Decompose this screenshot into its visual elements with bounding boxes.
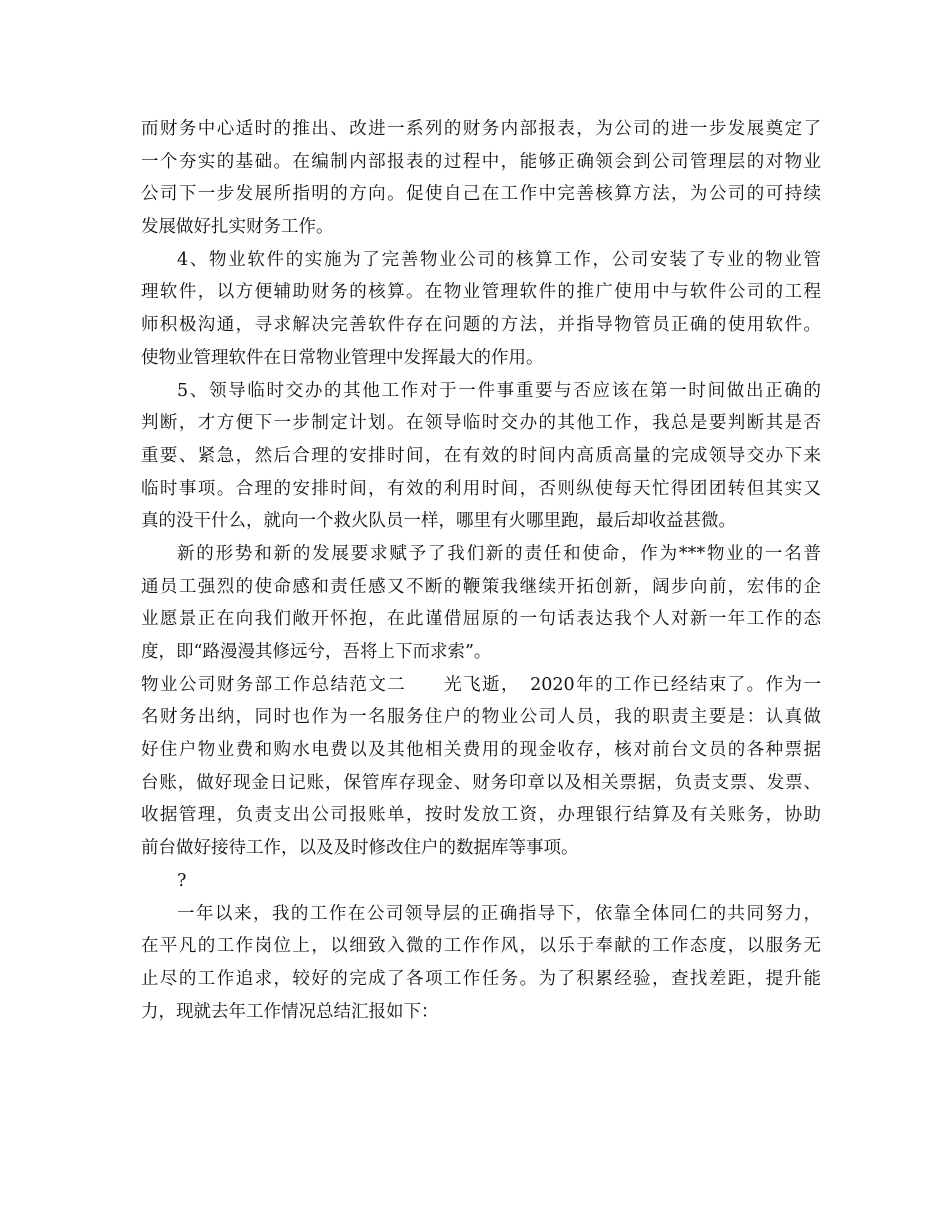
text-line: 前台做好接待工作，以及及时修改住户的数据库等事项。 <box>141 838 579 859</box>
text-line: 新的形势和新的发展要求赋予了我们新的责任和使命，作为***物业的一名普 <box>177 543 821 564</box>
text-line: 物业公司财务部工作总结范文二 光飞逝， 2020年的工作已经结束了。作为一 <box>141 674 821 695</box>
text-line: 业愿景正在向我们敞开怀抱，在此谨借屈原的一句话表达我个人对新一年工作的态 <box>141 609 821 630</box>
text-line: 台账，做好现金日记账，保管库存现金、财务印章以及相关票据，负责支票、发票、 <box>141 772 821 793</box>
text-line: 名财务出纳，同时也作为一名服务住户的物业公司人员，我的职责主要是：认真做 <box>141 707 821 728</box>
text-line: 重要、紧急，然后合理的安排时间，在有效的时间内高质高量的完成领导交办下来 <box>141 445 821 466</box>
text-line: 临时事项。合理的安排时间，有效的利用时间，否则纵使每天忙得团团转但其实又 <box>141 478 821 499</box>
text-line: 而财务中心适时的推出、改进一系列的财务内部报表，为公司的进一步发展奠定了 <box>141 119 821 139</box>
text-line: 4、物业软件的实施为了完善物业公司的核算工作，公司安装了专业的物业管 <box>177 249 821 270</box>
text-line: 力，现就去年工作情况总结汇报如下： <box>141 1001 439 1022</box>
text-line: 通员工强烈的使命感和责任感又不断的鞭策我继续开拓创新，阔步向前，宏伟的企 <box>141 576 821 597</box>
text-line: 公司下一步发展所指明的方向。促使自己在工作中完善核算方法，为公司的可持续 <box>141 184 821 205</box>
text-line: 师积极沟通，寻求解决完善软件存在问题的方法，并指导物管员正确的使用软件。 <box>141 315 821 336</box>
document-body <box>141 113 821 1028</box>
text-line: 5、领导临时交办的其他工作对于一件事重要与否应该在第一时间做出正确的 <box>177 380 821 401</box>
text-line: 止尽的工作追求，较好的完成了各项工作任务。为了积累经验，查找差距，提升能 <box>141 968 821 989</box>
text-line: 度，即“路漫漫其修远兮，吾将上下而求索”。 <box>141 642 492 662</box>
text-line: 真的没干什么，就向一个救火队员一样，哪里有火哪里跑，最后却收益甚微。 <box>141 511 736 532</box>
text-line: 一个夯实的基础。在编制内部报表的过程中，能够正确领会到公司管理层的对物业 <box>141 151 821 172</box>
text-line: 理软件，以方便辅助财务的核算。在物业管理软件的推广使用中与软件公司的工程 <box>141 282 821 303</box>
text-line: 判断，才方便下一步制定计划。在领导临时交办的其他工作，我总是要判断其是否 <box>141 413 821 434</box>
text-line: 好住户物业费和购水电费以及其他相关费用的现金收存，核对前台文员的各种票据 <box>141 740 821 761</box>
text-line: 一年以来，我的工作在公司领导层的正确指导下，依靠全体同仁的共同努力， <box>177 903 821 924</box>
text-line: 使物业管理软件在日常物业管理中发挥最大的作用。 <box>141 347 544 368</box>
text-line: ? <box>177 870 187 891</box>
text-line: 收据管理，负责支出公司报账单，按时发放工资，办理银行结算及有关账务，协助 <box>141 805 821 826</box>
text-line: 在平凡的工作岗位上，以细致入微的工作作风，以乐于奉献的工作态度，以服务无 <box>141 936 821 957</box>
text-line: 发展做好扎实财务工作。 <box>141 217 334 238</box>
